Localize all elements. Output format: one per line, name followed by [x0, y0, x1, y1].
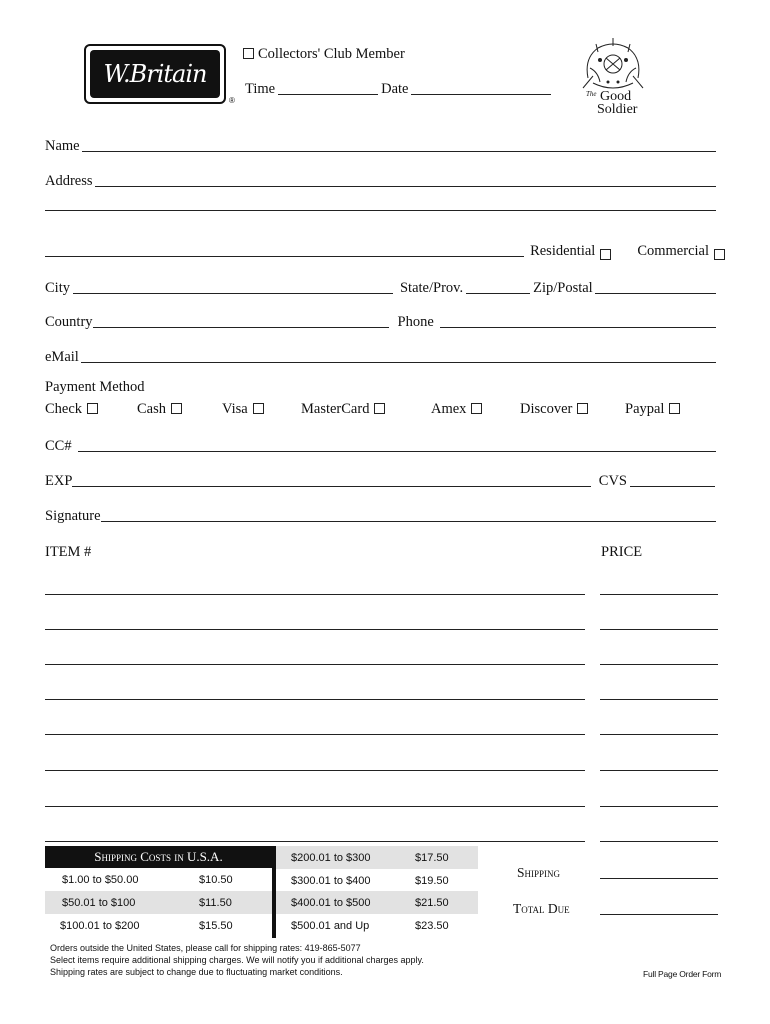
cc-label: CC# [45, 438, 72, 454]
cc-field[interactable] [78, 451, 716, 452]
cash-checkbox[interactable] [171, 403, 182, 414]
shipping-note-3: Shipping rates are subject to change due to fluctuating market conditions. [50, 967, 343, 977]
address-field-2[interactable] [45, 210, 716, 211]
city-label: City [45, 280, 70, 296]
residential-checkbox[interactable] [600, 249, 611, 260]
price-field-6[interactable] [600, 770, 718, 771]
payment-option-paypal[interactable]: Paypal [625, 401, 680, 418]
zip-field[interactable] [595, 293, 716, 294]
email-label: eMail [45, 349, 79, 365]
price-field-3[interactable] [600, 664, 718, 665]
name-field[interactable] [82, 151, 716, 152]
price-field-8[interactable] [600, 841, 718, 842]
signature-row [45, 508, 718, 525]
collectors-club-checkbox[interactable] [243, 48, 254, 59]
signature-field[interactable] [101, 521, 716, 522]
shipping-table-title: Shipping Costs in U.S.A. [45, 846, 272, 868]
country-row [45, 314, 718, 331]
cvs-label: CVS [598, 473, 627, 489]
shipping-note-1: Orders outside the United States, please call for shipping rates: 419-865-5077 [50, 943, 361, 953]
form-name: Full Page Order Form [643, 969, 722, 979]
time-label: Time [245, 81, 276, 97]
shipping-range: $300.01 to $400 [291, 875, 371, 887]
logo-signature: W.Britain [90, 50, 220, 98]
phone-label: Phone [397, 314, 434, 330]
paypal-checkbox[interactable] [669, 403, 680, 414]
address-row-3 [45, 243, 725, 260]
exp-field[interactable] [72, 486, 590, 487]
shipping-cost: $11.50 [199, 897, 232, 909]
registered-mark: ® [229, 96, 235, 105]
name-label: Name [45, 138, 80, 154]
address-field-1[interactable] [95, 186, 716, 187]
payment-option-mastercard[interactable]: MasterCard [301, 401, 385, 418]
shipping-range: $1.00 to $50.00 [62, 874, 139, 886]
state-field[interactable] [466, 293, 530, 294]
price-field-1[interactable] [600, 594, 718, 595]
item-field-6[interactable] [45, 770, 585, 771]
state-label: State/Prov. [399, 280, 464, 296]
brand-logo [84, 44, 226, 104]
collectors-club-label: Collectors' Club Member [258, 46, 405, 62]
item-field-4[interactable] [45, 699, 585, 700]
address-label: Address [45, 173, 93, 189]
amex-checkbox[interactable] [471, 403, 482, 414]
commercial-label: Commercial [637, 243, 709, 259]
item-field-8[interactable] [45, 841, 585, 842]
country-field[interactable] [93, 327, 389, 328]
item-field-2[interactable] [45, 629, 585, 630]
shipping-total-label: Shipping [517, 865, 561, 880]
visa-checkbox[interactable] [253, 403, 264, 414]
price-field-7[interactable] [600, 806, 718, 807]
total-due-field[interactable] [600, 914, 718, 915]
collectors-club-row [243, 46, 405, 63]
shipping-range: $100.01 to $200 [60, 920, 140, 932]
time-field[interactable] [278, 94, 378, 95]
cc-row [45, 438, 718, 455]
payment-option-amex[interactable]: Amex [431, 401, 482, 418]
brand-prefix: The [586, 90, 597, 98]
item-field-5[interactable] [45, 734, 585, 735]
shipping-cost: $10.50 [199, 874, 233, 886]
country-label: Country [45, 314, 93, 330]
price-header: PRICE [601, 544, 643, 560]
shipping-range: $200.01 to $300 [291, 852, 371, 864]
price-field-5[interactable] [600, 734, 718, 735]
payment-option-check[interactable]: Check [45, 401, 98, 418]
email-row [45, 349, 718, 366]
exp-label: EXP [45, 473, 73, 489]
brand-soldier: Soldier [597, 102, 638, 117]
zip-label: Zip/Postal [533, 280, 593, 296]
city-row [45, 280, 718, 297]
phone-field[interactable] [440, 327, 716, 328]
payment-method-label: Payment Method [45, 379, 145, 395]
soldier-emblem-icon [578, 38, 648, 96]
total-due-label: Total Due [513, 901, 570, 916]
shipping-cost: $19.50 [415, 875, 449, 887]
brand-good: Good [600, 89, 632, 104]
email-field[interactable] [81, 362, 716, 363]
mastercard-checkbox[interactable] [374, 403, 385, 414]
residential-label: Residential [530, 243, 596, 259]
address-field-3[interactable] [45, 256, 524, 257]
exp-row [45, 473, 718, 490]
shipping-range: $50.01 to $100 [62, 897, 136, 909]
shipping-cost: $21.50 [415, 897, 449, 909]
address-row-2 [45, 210, 718, 214]
name-row [45, 138, 718, 155]
shipping-notes [50, 942, 424, 978]
date-label: Date [381, 81, 409, 97]
discover-checkbox[interactable] [577, 403, 588, 414]
address-row [45, 173, 718, 190]
payment-option-visa[interactable]: Visa [222, 401, 264, 418]
signature-label: Signature [45, 508, 101, 524]
city-field[interactable] [73, 293, 393, 294]
shipping-note-2: Select items require additional shipping charges. We will notify you if additional charges apply. [50, 955, 424, 965]
good-soldier-logo [578, 38, 648, 120]
shipping-total-field[interactable] [600, 878, 718, 879]
shipping-cost: $23.50 [415, 920, 449, 932]
date-field[interactable] [411, 94, 551, 95]
check-checkbox[interactable] [87, 403, 98, 414]
cvs-field[interactable] [630, 486, 715, 487]
shipping-range: $500.01 and Up [291, 920, 370, 932]
shipping-range: $400.01 to $500 [291, 897, 371, 909]
commercial-checkbox[interactable] [714, 249, 725, 260]
item-field-3[interactable] [45, 664, 585, 665]
shipping-cost: $17.50 [415, 852, 449, 864]
payment-option-discover[interactable]: Discover [520, 401, 588, 418]
time-date-row [245, 81, 565, 98]
shipping-cost: $15.50 [199, 920, 233, 932]
item-field-7[interactable] [45, 806, 585, 807]
item-header: ITEM # [45, 544, 92, 560]
price-field-2[interactable] [600, 629, 718, 630]
item-field-1[interactable] [45, 594, 585, 595]
price-field-4[interactable] [600, 699, 718, 700]
payment-option-cash[interactable]: Cash [137, 401, 182, 418]
